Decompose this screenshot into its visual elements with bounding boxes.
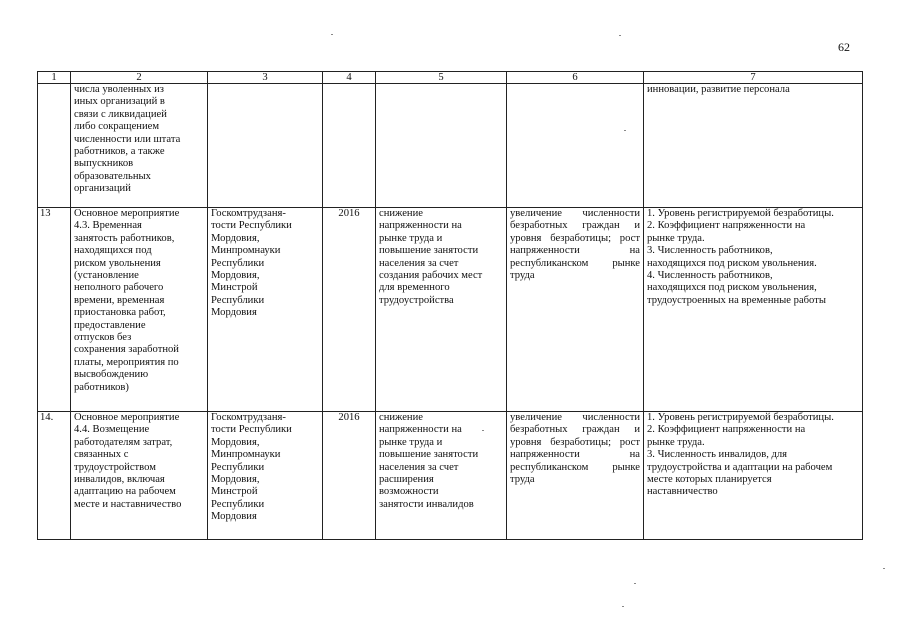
table-cell: инновации, развитие персонала [644,84,863,208]
table-cell [376,84,507,208]
table-row [38,412,863,540]
column-header: 5 [376,72,507,84]
column-header: 7 [644,72,863,84]
table-cell [208,84,323,208]
scan-speck [622,606,624,607]
table-cell [38,84,71,208]
table-cell [323,84,376,208]
table-cell [507,84,644,208]
page-number: 62 [838,40,850,54]
activity-cell: Основное мероприятие 4.3. Временная занятость работников, находящихся под риском увольнения (установление неполного рабочего времени, временная приостановка работ, предоставление отпусков без сохранения заработной платы, мероприятия по высвобождению работников) [71,208,208,412]
column-header: 3 [208,72,323,84]
activity-cell: Основное мероприятие 4.4. Возмещение работодателям затрат, связанных с трудоустройством инвалидов, включая адаптацию на рабочем месте и наставничество [71,412,208,540]
consequences-cell: увеличение численности безработных граждан и уровня безработицы; рост напряженности на республиканском рынке труда [507,412,644,540]
year-cell: 2016 [323,412,376,540]
column-header: 2 [71,72,208,84]
indicators-cell: 1. Уровень регистрируемой безработицы. 2. Коэффициент напряженности на рынке труда. 3. Численность работников, находящихся под риском увольнения. 4. Численность работников, находящихся под риском увольнения, трудоустроенных на временные работы [644,208,863,412]
year-cell: 2016 [323,208,376,412]
executor-cell: Госкомтрудзаня- тости Республики Мордовия, Минпромнауки Республики Мордовия, Минстрой Республики Мордовия [208,412,323,540]
table-row [38,84,863,208]
column-header: 1 [38,72,71,84]
row-number: 14. [38,412,71,540]
scan-speck [619,35,621,36]
consequences-cell: увеличение численности безработных граждан и уровня безработицы; рост напряженности на республиканском рынке труда [507,208,644,412]
column-header: 6 [507,72,644,84]
effect-cell: снижение напряженности на рынке труда и повышение занятости населения за счет создания рабочих мест для временного трудоустройства [376,208,507,412]
scan-speck [482,430,484,431]
scan-speck [624,130,626,131]
effect-cell: снижение напряженности на рынке труда и повышение занятости населения за счет расширения возможности занятости инвалидов [376,412,507,540]
executor-cell: Госкомтрудзаня- тости Республики Мордовия, Минпромнауки Республики Мордовия, Минстрой Республики Мордовия [208,208,323,412]
scan-speck [634,583,636,584]
row-number: 13 [38,208,71,412]
table-header-row [38,72,863,84]
table-row [38,208,863,412]
measures-table [37,71,863,540]
column-header: 4 [323,72,376,84]
scan-speck [883,568,885,569]
table-cell: числа уволенных из иных организаций в связи с ликвидацией либо сокращением численности или штата работников, а также выпускников образовательных организаций [71,84,208,208]
scan-speck [331,34,333,35]
indicators-cell: 1. Уровень регистрируемой безработицы. 2. Коэффициент напряженности на рынке труда. 3. Численность инвалидов, для трудоустройства и адаптации на рабочем месте которых планируется наставничество [644,412,863,540]
